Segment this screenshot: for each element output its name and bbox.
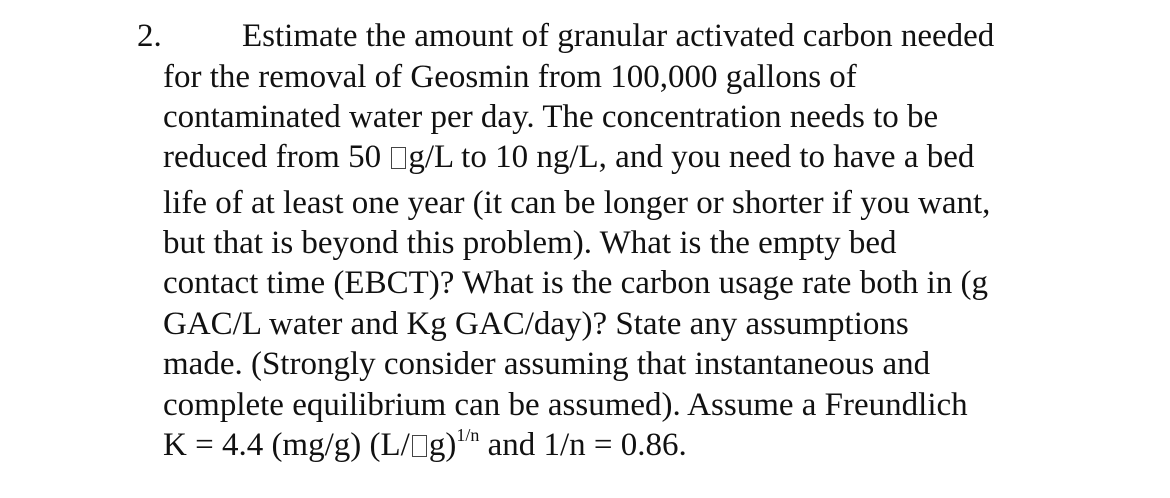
freundlich-n-text: and 1/n = 0.86. <box>479 427 687 463</box>
problem-line-4 <box>163 137 974 177</box>
problem-line-1: Estimate the amount of granular activated carbon needed <box>242 18 995 54</box>
problem-line-3: contaminated water per day. The concentration needs to be <box>163 99 939 135</box>
problem-line-11 <box>163 425 687 465</box>
line4-text-after: g/L to 10 ng/L, and you need to have a bed <box>408 139 975 175</box>
freundlich-units-text: g) <box>428 427 457 463</box>
problem-line-6: but that is beyond this problem). What is the empty bed <box>163 225 897 261</box>
problem-line-10: complete equilibrium can be assumed). Assume a Freundlich <box>163 387 968 423</box>
missing-glyph-icon <box>412 435 427 457</box>
missing-glyph-icon <box>391 147 406 169</box>
freundlich-k-text: K = 4.4 (mg/g) (L/ <box>163 427 410 463</box>
line4-text-before: reduced from 50 <box>163 139 390 175</box>
exponent-superscript: 1/n <box>456 425 480 445</box>
problem-line-5: life of at least one year (it can be longer or shorter if you want, <box>163 185 991 221</box>
problem-line-9: made. (Strongly consider assuming that instantaneous and <box>163 346 931 382</box>
problem-line-7: contact time (EBCT)? What is the carbon usage rate both in (g <box>163 265 989 301</box>
problem-number: 2. <box>137 18 162 54</box>
problem-line-2: for the removal of Geosmin from 100,000 gallons of <box>163 59 857 95</box>
problem-line-8: GAC/L water and Kg GAC/day)? State any assumptions <box>163 306 909 342</box>
